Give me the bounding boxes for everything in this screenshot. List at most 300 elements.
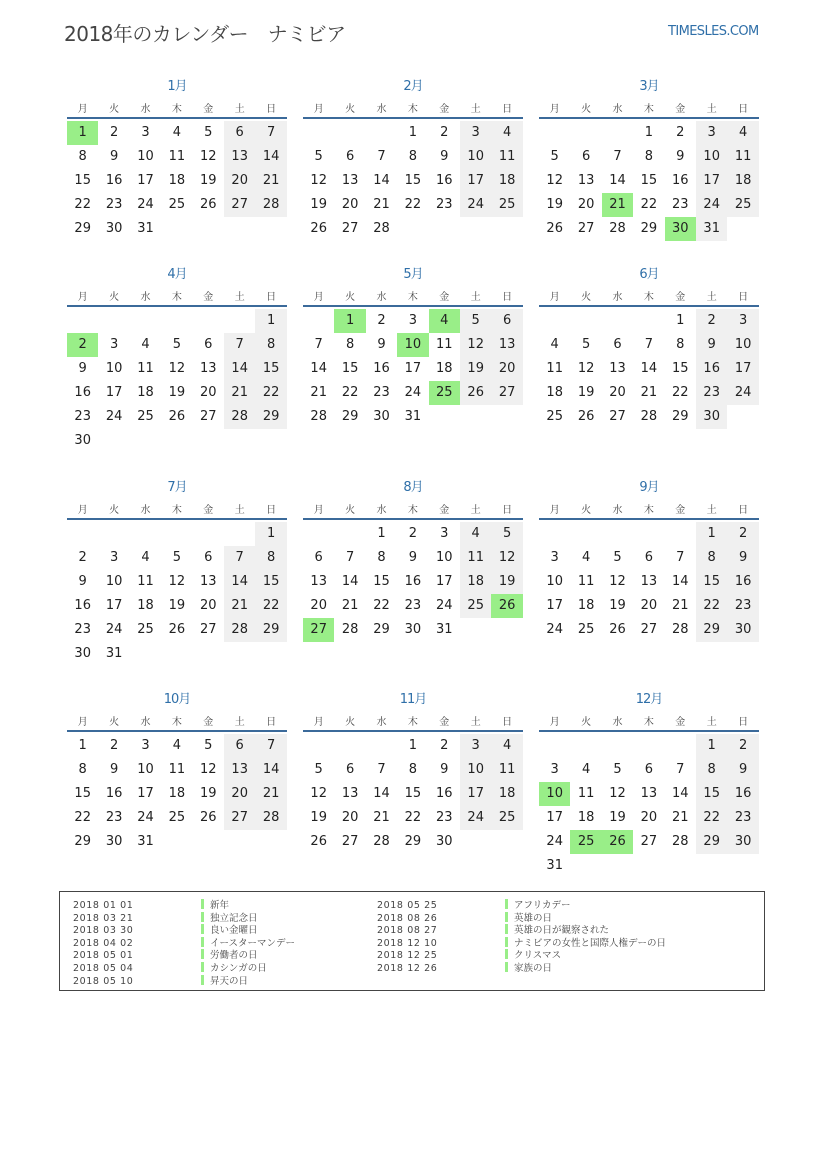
holiday-marker: [505, 899, 508, 909]
holiday-name: クリスマス: [514, 950, 562, 962]
day-cell: 28: [224, 405, 255, 429]
day-cell: 19: [491, 570, 522, 594]
day-cell: 3: [727, 309, 758, 333]
day-cell: 25: [460, 594, 491, 618]
weekday-header: [67, 713, 287, 728]
weekday-label: 土: [706, 104, 717, 115]
weekday-label: 火: [109, 292, 120, 303]
day-cell: 5: [204, 125, 213, 140]
month-title: 2月: [403, 79, 423, 94]
weekday-header: [539, 501, 759, 516]
day-cell: 27: [491, 381, 522, 405]
day-cell: 25: [577, 622, 595, 637]
day-cell: 23: [74, 409, 91, 424]
day-cell: 29: [255, 618, 286, 642]
month-title: 12月: [635, 692, 663, 707]
day-cell: 28: [672, 834, 689, 849]
day-cell: 10: [460, 758, 491, 782]
holiday-legend-column-left: [73, 899, 295, 987]
day-cell: 15: [373, 574, 390, 589]
day-cell: 19: [168, 598, 186, 613]
day-cell: 2: [440, 738, 449, 753]
day-cell: 8: [696, 546, 727, 570]
day-cell: 24: [546, 834, 563, 849]
holiday-date: 2018 08 26: [377, 912, 438, 924]
weekday-label: 火: [345, 292, 356, 303]
day-cell: 3: [550, 762, 559, 777]
holiday-legend-row: [377, 937, 666, 950]
holiday-legend-row: [73, 962, 295, 975]
day-cell: 31: [436, 622, 453, 637]
weekday-label: 木: [643, 505, 654, 516]
day-cell: 4: [172, 738, 182, 753]
day-cell: 29: [696, 618, 727, 642]
day-cell: 1: [676, 313, 685, 328]
day-cell: 26: [200, 197, 217, 212]
day-cell: 21: [224, 381, 255, 405]
weekday-label: 月: [549, 104, 560, 115]
day-cell: 5: [314, 149, 323, 164]
day-cell: 18: [137, 385, 154, 400]
weekday-label: 土: [234, 292, 245, 303]
day-cell: 19: [310, 197, 327, 212]
day-cell: 24: [460, 806, 491, 830]
day-cell: 28: [373, 834, 390, 849]
day-cell: 15: [255, 357, 286, 381]
day-cell: 17: [436, 574, 453, 589]
day-cell: 29: [255, 405, 286, 429]
day-cell-holiday: 4: [429, 309, 460, 333]
holiday-name: アフリカデー: [514, 900, 571, 911]
day-cell: 23: [672, 197, 689, 212]
day-cell: 22: [255, 381, 286, 405]
day-cell: 25: [137, 409, 154, 424]
weekday-label: 火: [581, 505, 592, 516]
day-cell: 22: [696, 594, 727, 618]
day-cell: 28: [224, 618, 255, 642]
day-cell: 29: [74, 834, 91, 849]
day-cell: 17: [546, 598, 563, 613]
weekday-label: 火: [345, 717, 356, 728]
day-cell: 19: [200, 173, 217, 188]
holiday-marker: [201, 937, 204, 947]
day-cell: 22: [74, 810, 91, 825]
day-cell: 4: [581, 550, 591, 565]
holiday-date: 2018 12 26: [377, 962, 438, 974]
weekday-label: 水: [376, 505, 387, 516]
day-cell: 23: [436, 810, 453, 825]
holiday-name: カシンガの日: [210, 962, 267, 974]
day-cell: 20: [609, 385, 626, 400]
day-cell: 5: [172, 337, 182, 352]
day-cell: 13: [200, 361, 217, 376]
day-cell: 13: [640, 786, 658, 801]
day-cell: 9: [408, 550, 418, 565]
day-cell: 29: [672, 409, 689, 424]
day-cell: 16: [105, 786, 123, 801]
weekday-label: 土: [234, 104, 245, 115]
weekday-label: 水: [612, 292, 623, 303]
weekday-label: 火: [345, 104, 356, 115]
day-cell: 7: [255, 734, 286, 758]
month-divider: [303, 305, 523, 307]
holiday-legend-row: [73, 937, 295, 950]
day-cell: 11: [727, 145, 758, 169]
day-cell: 9: [78, 574, 87, 589]
weekday-label: 月: [313, 104, 324, 115]
day-cell: 30: [105, 834, 123, 849]
day-cell: 31: [546, 858, 563, 873]
day-cell: 26: [200, 810, 217, 825]
day-cell-holiday: 10: [397, 333, 428, 357]
day-cell: 3: [109, 550, 119, 565]
day-cell-holiday: 10: [539, 782, 570, 806]
day-cell: 25: [727, 193, 758, 217]
day-cell: 20: [341, 810, 359, 825]
day-cell: 20: [310, 598, 327, 613]
day-cell: 20: [491, 357, 522, 381]
day-cell: 8: [78, 762, 87, 777]
day-cell: 24: [546, 622, 563, 637]
day-cell: 20: [577, 197, 595, 212]
weekday-label: 日: [266, 505, 277, 516]
day-cell: 10: [696, 145, 727, 169]
day-cell: 26: [310, 834, 327, 849]
weekday-label: 金: [439, 104, 450, 115]
day-cell: 11: [168, 762, 186, 777]
day-cell: 30: [727, 830, 758, 854]
day-cell: 26: [609, 622, 626, 637]
day-cell: 7: [224, 546, 255, 570]
day-cell: 1: [696, 522, 727, 546]
day-cell: 12: [200, 149, 217, 164]
day-cell: 2: [676, 125, 685, 140]
day-cell-holiday: 25: [570, 830, 601, 854]
day-cell: 21: [341, 598, 359, 613]
weekday-label: 水: [612, 505, 623, 516]
day-cell: 5: [613, 550, 622, 565]
holiday-name: 家族の日: [514, 962, 553, 974]
day-cell-holiday: 1: [67, 121, 98, 145]
day-cell: 11: [546, 361, 563, 376]
weekday-label: 月: [313, 505, 324, 516]
day-cell: 26: [460, 381, 491, 405]
weekday-label: 火: [109, 505, 120, 516]
day-cell: 20: [224, 169, 255, 193]
day-cell: 22: [404, 197, 422, 212]
day-cell: 23: [74, 622, 91, 637]
day-cell: 24: [137, 197, 154, 212]
day-cell: 16: [672, 173, 689, 188]
day-cell: 1: [78, 738, 87, 753]
day-cell: 22: [404, 810, 422, 825]
holiday-legend: [59, 891, 765, 991]
weekday-header: [539, 288, 759, 303]
weekday-label: 水: [612, 104, 623, 115]
day-cell: 3: [408, 313, 418, 328]
weekday-label: 木: [171, 292, 182, 303]
day-cell: 19: [200, 786, 217, 801]
day-cell: 11: [137, 361, 154, 376]
day-cell: 11: [577, 786, 595, 801]
day-cell: 14: [224, 357, 255, 381]
day-cell: 7: [676, 762, 685, 777]
weekday-label: 日: [738, 505, 749, 516]
day-cell: 9: [109, 762, 119, 777]
month-divider: [67, 518, 287, 520]
day-cell: 31: [404, 409, 422, 424]
weekday-label: 土: [470, 292, 481, 303]
month-title: 11月: [399, 692, 427, 707]
day-cell: 23: [727, 806, 758, 830]
day-cell: 6: [224, 121, 255, 145]
day-cell: 21: [672, 810, 689, 825]
day-cell: 4: [581, 762, 591, 777]
month-divider: [303, 518, 523, 520]
day-cell: 3: [109, 337, 119, 352]
weekday-label: 日: [266, 104, 277, 115]
day-cell: 18: [137, 598, 154, 613]
holiday-date: 2018 03 30: [73, 925, 134, 937]
weekday-label: 金: [203, 505, 214, 516]
holiday-date: 2018 05 04: [73, 962, 134, 974]
day-cell-holiday: 21: [602, 193, 633, 217]
day-cell: 7: [345, 550, 355, 565]
day-cell: 10: [460, 145, 491, 169]
holiday-name: 新年: [210, 900, 230, 911]
weekday-label: 木: [171, 104, 182, 115]
day-cell: 4: [172, 125, 182, 140]
day-cell: 14: [341, 574, 359, 589]
day-cell: 11: [168, 149, 186, 164]
month-divider: [539, 117, 759, 119]
day-cell: 30: [74, 646, 91, 661]
holiday-legend-row: [73, 949, 295, 962]
weekday-label: 土: [706, 717, 717, 728]
holiday-legend-row: [73, 899, 295, 912]
day-cell: 13: [200, 574, 217, 589]
holiday-name: 英雄の日が観察された: [514, 925, 610, 937]
day-cell: 21: [310, 385, 327, 400]
day-cell: 3: [440, 526, 449, 541]
day-cell: 27: [224, 193, 255, 217]
day-cell: 6: [345, 149, 355, 164]
weekday-label: 火: [581, 717, 592, 728]
day-cell: 19: [310, 810, 327, 825]
day-cell: 20: [640, 810, 658, 825]
weekday-header: [67, 288, 287, 303]
day-cell: 1: [255, 522, 286, 546]
weekday-label: 水: [140, 505, 151, 516]
holiday-date: 2018 08 27: [377, 925, 438, 937]
day-cell: 11: [491, 758, 522, 782]
day-cell: 8: [345, 337, 355, 352]
day-cell: 2: [377, 313, 386, 328]
day-cell: 18: [727, 169, 758, 193]
holiday-marker: [201, 924, 204, 934]
day-cell: 16: [404, 574, 422, 589]
day-cell: 16: [74, 598, 91, 613]
day-cell: 4: [550, 337, 559, 352]
weekday-label: 水: [376, 104, 387, 115]
day-cell: 13: [609, 361, 626, 376]
day-cell: 26: [168, 409, 186, 424]
month-divider: [303, 117, 523, 119]
weekday-label: 木: [643, 104, 654, 115]
weekday-label: 火: [581, 104, 592, 115]
day-cell: 16: [373, 361, 390, 376]
day-cell: 24: [696, 193, 727, 217]
day-cell: 6: [491, 309, 522, 333]
day-cell: 23: [696, 381, 727, 405]
day-cell: 19: [168, 385, 186, 400]
weekday-label: 木: [643, 717, 654, 728]
day-cell: 22: [672, 385, 689, 400]
holiday-legend-row: [73, 912, 295, 925]
day-cell: 18: [491, 782, 522, 806]
weekday-label: 水: [376, 292, 387, 303]
day-cell: 1: [696, 734, 727, 758]
day-cell: 27: [609, 409, 626, 424]
month-title: 7月: [167, 480, 187, 495]
day-cell: 8: [408, 149, 418, 164]
weekday-label: 金: [203, 104, 214, 115]
day-cell: 18: [436, 361, 453, 376]
day-cell: 27: [341, 221, 359, 236]
day-cell: 14: [609, 173, 626, 188]
day-cell: 24: [105, 409, 123, 424]
day-cell: 5: [204, 738, 213, 753]
day-cell: 7: [676, 550, 685, 565]
holiday-date: 2018 05 10: [73, 975, 134, 987]
day-cell: 17: [137, 786, 154, 801]
weekday-label: 土: [706, 505, 717, 516]
day-cell: 14: [373, 173, 390, 188]
weekday-label: 木: [643, 292, 654, 303]
day-cell-holiday: 27: [303, 618, 334, 642]
day-cell: 23: [105, 810, 123, 825]
day-cell: 15: [640, 173, 658, 188]
day-cell: 8: [644, 149, 654, 164]
weekday-label: 木: [171, 505, 182, 516]
day-cell: 24: [460, 193, 491, 217]
day-cell: 8: [255, 546, 286, 570]
holiday-name: 英雄の日: [514, 912, 553, 924]
day-cell: 7: [255, 121, 286, 145]
day-cell: 21: [255, 782, 286, 806]
day-cell: 21: [255, 169, 286, 193]
day-cell-holiday: 30: [665, 217, 696, 241]
holiday-marker: [201, 912, 204, 922]
day-cell: 25: [137, 622, 154, 637]
weekday-label: 木: [407, 505, 418, 516]
day-cell: 3: [696, 121, 727, 145]
holiday-date: 2018 01 01: [73, 900, 134, 911]
day-cell: 25: [491, 193, 522, 217]
day-cell: 7: [314, 337, 323, 352]
day-cell: 8: [696, 758, 727, 782]
day-cell: 8: [255, 333, 286, 357]
month-title: 8月: [403, 480, 423, 495]
day-cell: 18: [577, 598, 595, 613]
site-brand-link[interactable]: TIMESLES.COM: [668, 24, 759, 39]
weekday-label: 月: [77, 505, 88, 516]
day-cell: 6: [224, 734, 255, 758]
day-cell: 11: [491, 145, 522, 169]
day-cell: 9: [440, 762, 449, 777]
day-cell: 10: [436, 550, 453, 565]
month-divider: [539, 730, 759, 732]
day-cell: 17: [546, 810, 563, 825]
day-cell: 9: [727, 758, 758, 782]
day-cell: 5: [491, 522, 522, 546]
day-cell: 3: [460, 121, 491, 145]
weekday-header: [303, 288, 523, 303]
day-cell: 27: [224, 806, 255, 830]
weekday-label: 月: [313, 717, 324, 728]
day-cell: 27: [200, 622, 217, 637]
day-cell: 10: [727, 333, 758, 357]
day-cell: 18: [546, 385, 563, 400]
page-title: 2018年のカレンダー ナミビア: [64, 22, 346, 46]
month-divider: [67, 117, 287, 119]
weekday-label: 水: [140, 717, 151, 728]
weekday-label: 火: [109, 104, 120, 115]
day-cell: 26: [546, 221, 563, 236]
weekday-label: 金: [675, 104, 686, 115]
day-cell: 5: [550, 149, 559, 164]
day-cell-holiday: 25: [429, 381, 460, 405]
day-cell: 31: [137, 221, 154, 236]
day-cell: 12: [609, 786, 626, 801]
day-cell: 1: [408, 125, 418, 140]
day-cell: 13: [577, 173, 595, 188]
weekday-label: 日: [738, 104, 749, 115]
weekday-label: 月: [77, 717, 88, 728]
weekday-label: 金: [675, 717, 686, 728]
day-cell: 12: [577, 361, 595, 376]
day-cell: 23: [727, 594, 758, 618]
day-cell: 2: [727, 522, 758, 546]
holiday-marker: [201, 899, 204, 909]
holiday-marker: [505, 912, 508, 922]
holiday-name: イースターマンデー: [210, 937, 296, 949]
holiday-marker: [505, 924, 508, 934]
holiday-legend-row: [377, 899, 666, 912]
day-cell: 9: [696, 333, 727, 357]
month-title: 3月: [639, 79, 659, 94]
month-divider: [539, 305, 759, 307]
day-cell: 3: [141, 125, 150, 140]
day-cell: 5: [460, 309, 491, 333]
day-cell: 26: [577, 409, 595, 424]
day-cell: 12: [310, 786, 327, 801]
month-title: 5月: [403, 267, 423, 282]
weekday-label: 土: [706, 292, 717, 303]
holiday-date: 2018 05 25: [377, 900, 438, 911]
day-cell: 21: [672, 598, 689, 613]
day-cell: 2: [727, 734, 758, 758]
day-cell: 11: [436, 337, 453, 352]
day-cell: 25: [546, 409, 563, 424]
day-cell: 28: [373, 221, 390, 236]
day-cell: 10: [105, 574, 123, 589]
holiday-name: 昇天の日: [210, 975, 249, 987]
weekday-header: [539, 713, 759, 728]
weekday-label: 日: [502, 292, 513, 303]
day-cell: 10: [137, 149, 154, 164]
day-cell: 12: [460, 333, 491, 357]
